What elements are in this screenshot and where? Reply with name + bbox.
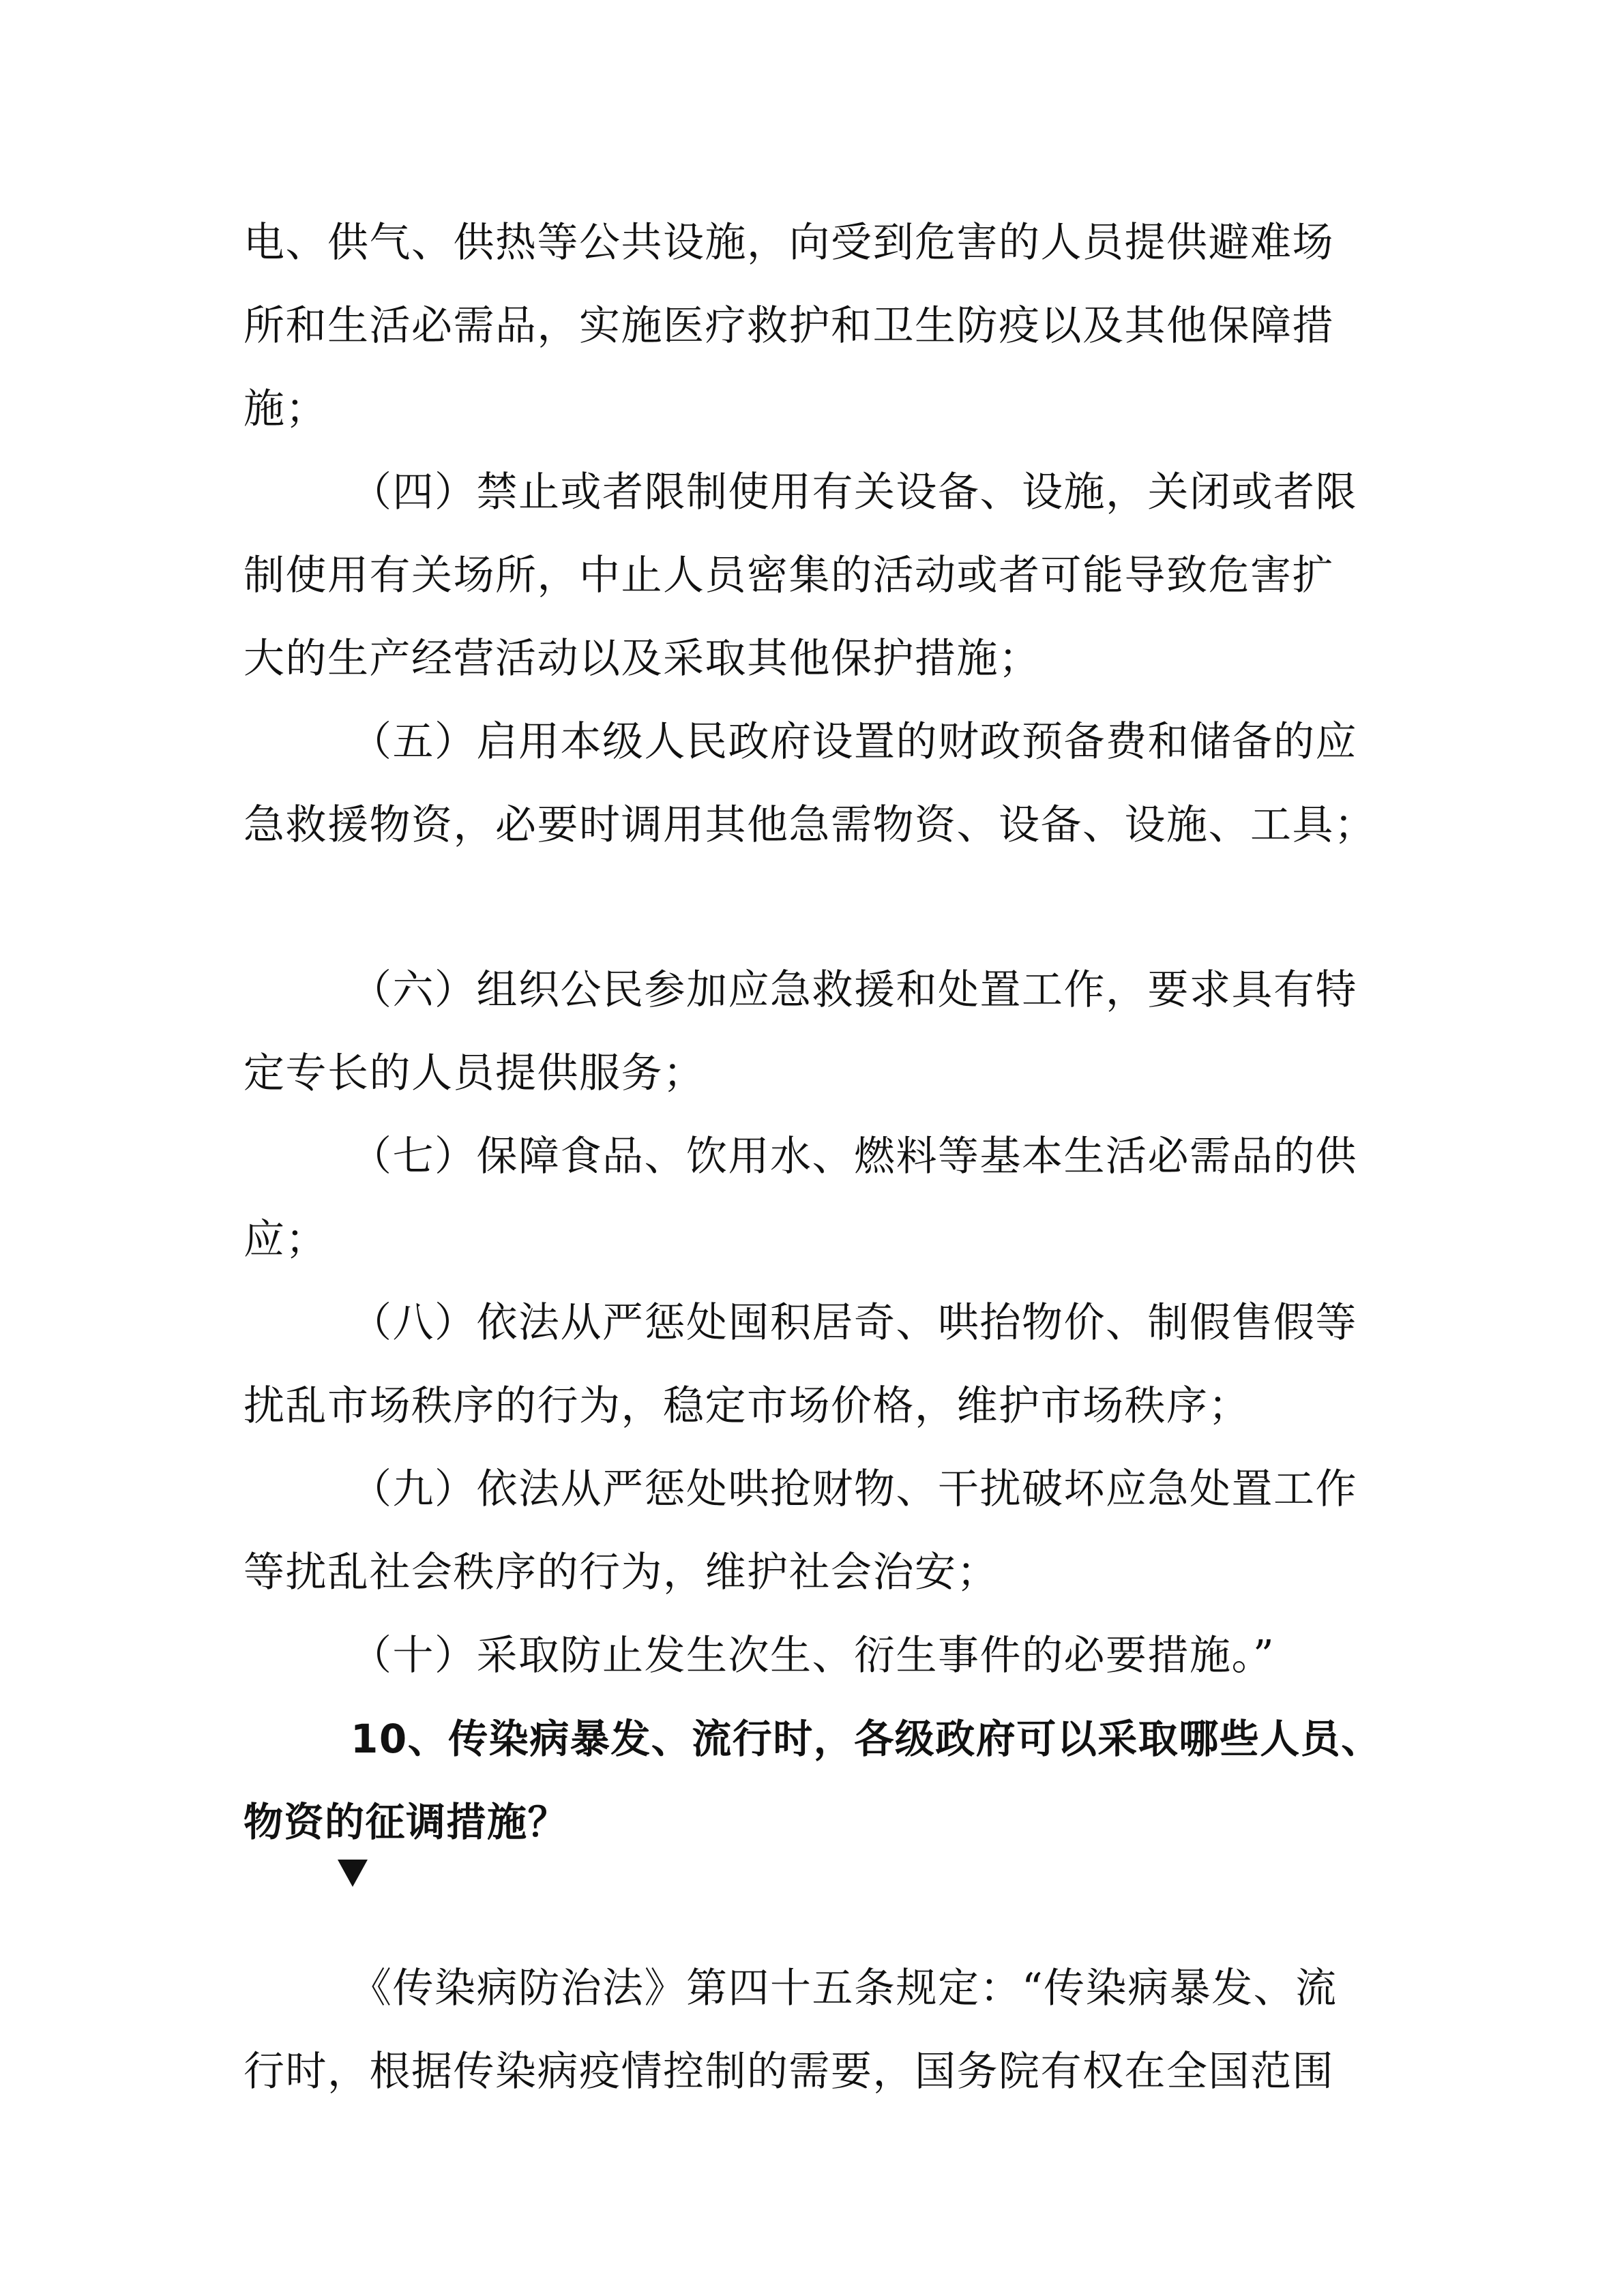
list-item-9: （九）依法从严惩处哄抢财物、干扰破坏应急处置工作 <box>351 1465 1357 1513</box>
list-item-6: （六）组织公民参加应急救援和处置工作，要求具有特 <box>351 966 1357 1014</box>
question-heading-continued: 物资的征调措施？ <box>243 1799 569 1845</box>
body-text-line: 扰乱市场秩序的行为，稳定市场价格，维护市场秩序； <box>243 1382 1250 1430</box>
body-text-line: 大的生产经营活动以及采取其他保护措施； <box>243 635 1041 683</box>
list-item-8: （八）依法从严惩处囤积居奇、哄抬物价、制假售假等 <box>351 1299 1357 1347</box>
body-text-line: 等扰乱社会秩序的行为，维护社会治安； <box>243 1549 999 1596</box>
body-text-line: 急救援物资，必要时调用其他急需物资、设备、设施、工具； <box>243 801 1376 849</box>
body-text-line: 定专长的人员提供服务； <box>243 1049 705 1097</box>
law-quote-line: 《传染病防治法》第四十五条规定：“传染病暴发、流 <box>351 1965 1338 2012</box>
list-item-7: （七）保障食品、饮用水、燃料等基本生活必需品的供 <box>351 1133 1357 1180</box>
body-text-line: 应； <box>243 1216 327 1264</box>
law-quote-line: 行时，根据传染病疫情控制的需要，国务院有权在全国范围 <box>243 2048 1334 2096</box>
body-text-line: 电、供气、供热等公共设施，向受到危害的人员提供避难场 <box>243 219 1334 267</box>
list-item-4: （四）禁止或者限制使用有关设备、设施，关闭或者限 <box>351 468 1357 516</box>
question-heading: 10、传染病暴发、流行时，各级政府可以采取哪些人员、 <box>351 1716 1382 1762</box>
down-triangle-icon <box>338 1860 368 1887</box>
list-item-5: （五）启用本级人民政府设置的财政预备费和储备的应 <box>351 718 1357 766</box>
body-text-line: 施； <box>243 385 327 433</box>
body-text-line: 制使用有关场所，中止人员密集的活动或者可能导致危害扩 <box>243 552 1334 599</box>
body-text-line: 所和生活必需品，实施医疗救护和卫生防疫以及其他保障措 <box>243 302 1334 350</box>
list-item-10: （十）采取防止发生次生、衍生事件的必要措施。” <box>351 1632 1275 1680</box>
